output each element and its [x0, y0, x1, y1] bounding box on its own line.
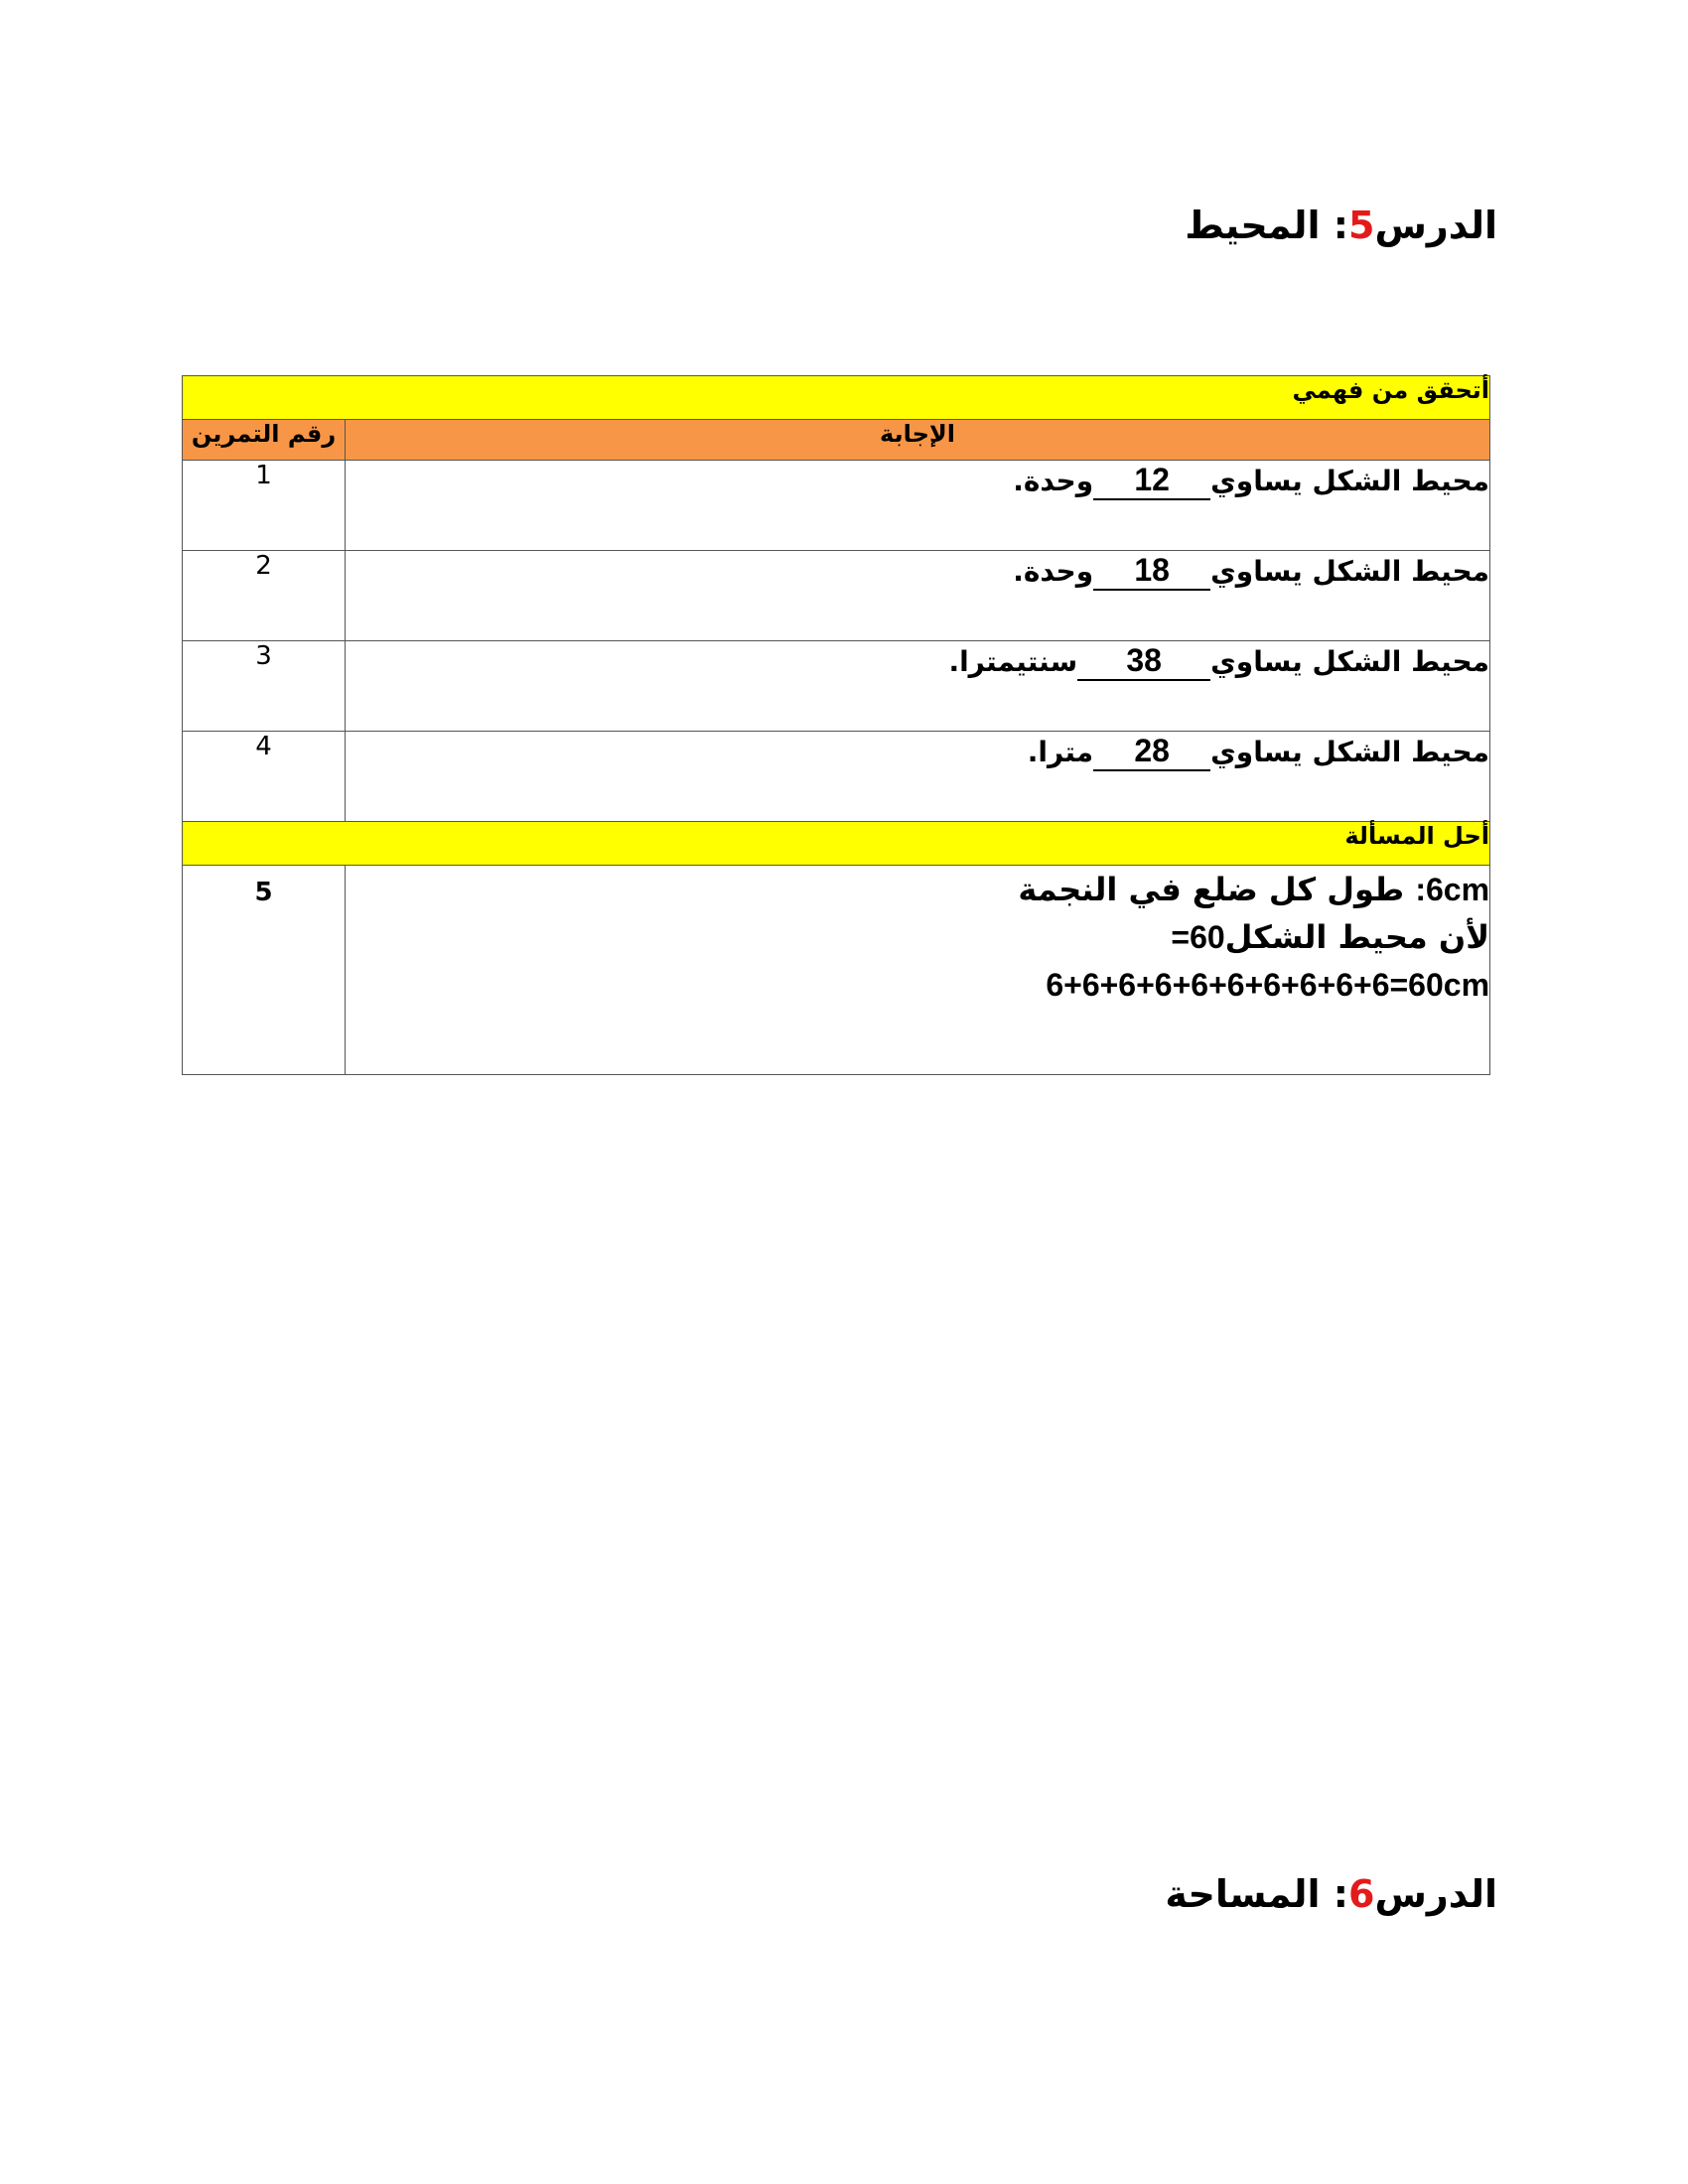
answer-blank: [1077, 641, 1210, 681]
exercise-number: 5: [183, 866, 346, 1075]
answer-value: 28: [1134, 733, 1170, 768]
problem-line-2: [346, 913, 1489, 961]
answer-unit: سنتيمترا.: [948, 645, 1078, 678]
answer-unit: وحدة.: [1013, 555, 1094, 588]
answer-cell: [346, 732, 1490, 822]
table-row: [183, 732, 1490, 822]
answer-value: 38: [1126, 642, 1162, 678]
answer-text: محيط الشكل يساوي: [1210, 736, 1490, 768]
table-header-row: [183, 420, 1490, 461]
table-row: [183, 641, 1490, 732]
answer-unit: وحدة.: [1013, 465, 1094, 497]
problem-calculation: 6+6+6+6+6+6+6+6+6+6=60cm: [1046, 967, 1490, 1003]
answer-unit: مترا.: [1027, 736, 1094, 768]
answer-blank: [1093, 732, 1210, 771]
problem-perimeter-value: =60: [1171, 919, 1225, 955]
problem-answer-cell: [346, 866, 1490, 1075]
problem-side-length: :6cm: [1415, 872, 1490, 907]
answer-cell: [346, 461, 1490, 551]
exercise-number: 3: [183, 641, 346, 732]
lesson-6-suffix: : المساحة: [1165, 1872, 1348, 1916]
section-check-understanding-title: أتحقق من فهمي: [183, 376, 1490, 420]
answer-value: 18: [1134, 552, 1170, 588]
table-row: [183, 551, 1490, 641]
exercise-table: [182, 375, 1490, 1075]
header-exercise-number: رقم التمرين: [183, 420, 346, 461]
lesson-5-prefix: الدرس: [1374, 204, 1497, 247]
problem-line-3: [346, 961, 1489, 1009]
answer-text: محيط الشكل يساوي: [1210, 555, 1490, 588]
lesson-6-number: 6: [1347, 1872, 1375, 1916]
problem-line-1: [346, 866, 1489, 913]
answer-text: محيط الشكل يساوي: [1210, 465, 1490, 497]
problem-side-text: طول كل ضلع في النجمة: [1018, 871, 1405, 908]
lesson-5-title: [1185, 204, 1497, 247]
answer-blank: [1093, 461, 1210, 500]
answer-cell: [346, 641, 1490, 732]
section-solve-problem-title: أحل المسألة: [183, 822, 1490, 866]
answer-value: 12: [1134, 462, 1170, 497]
answer-text: محيط الشكل يساوي: [1210, 645, 1490, 678]
lesson-6-title: [1165, 1872, 1497, 1916]
exercise-number: 4: [183, 732, 346, 822]
table-row: [183, 866, 1490, 1075]
exercise-number: 2: [183, 551, 346, 641]
header-answer: الإجابة: [346, 420, 1490, 461]
answer-cell: [346, 551, 1490, 641]
lesson-5-suffix: : المحيط: [1185, 204, 1348, 247]
section-solve-problem: [183, 822, 1490, 866]
lesson-6-prefix: الدرس: [1374, 1872, 1497, 1916]
table-row: [183, 461, 1490, 551]
section-check-understanding: [183, 376, 1490, 420]
problem-perimeter-text: لأن محيط الشكل: [1224, 918, 1490, 956]
lesson-5-number: 5: [1347, 204, 1375, 247]
answer-blank: [1093, 551, 1210, 591]
exercise-number: 1: [183, 461, 346, 551]
